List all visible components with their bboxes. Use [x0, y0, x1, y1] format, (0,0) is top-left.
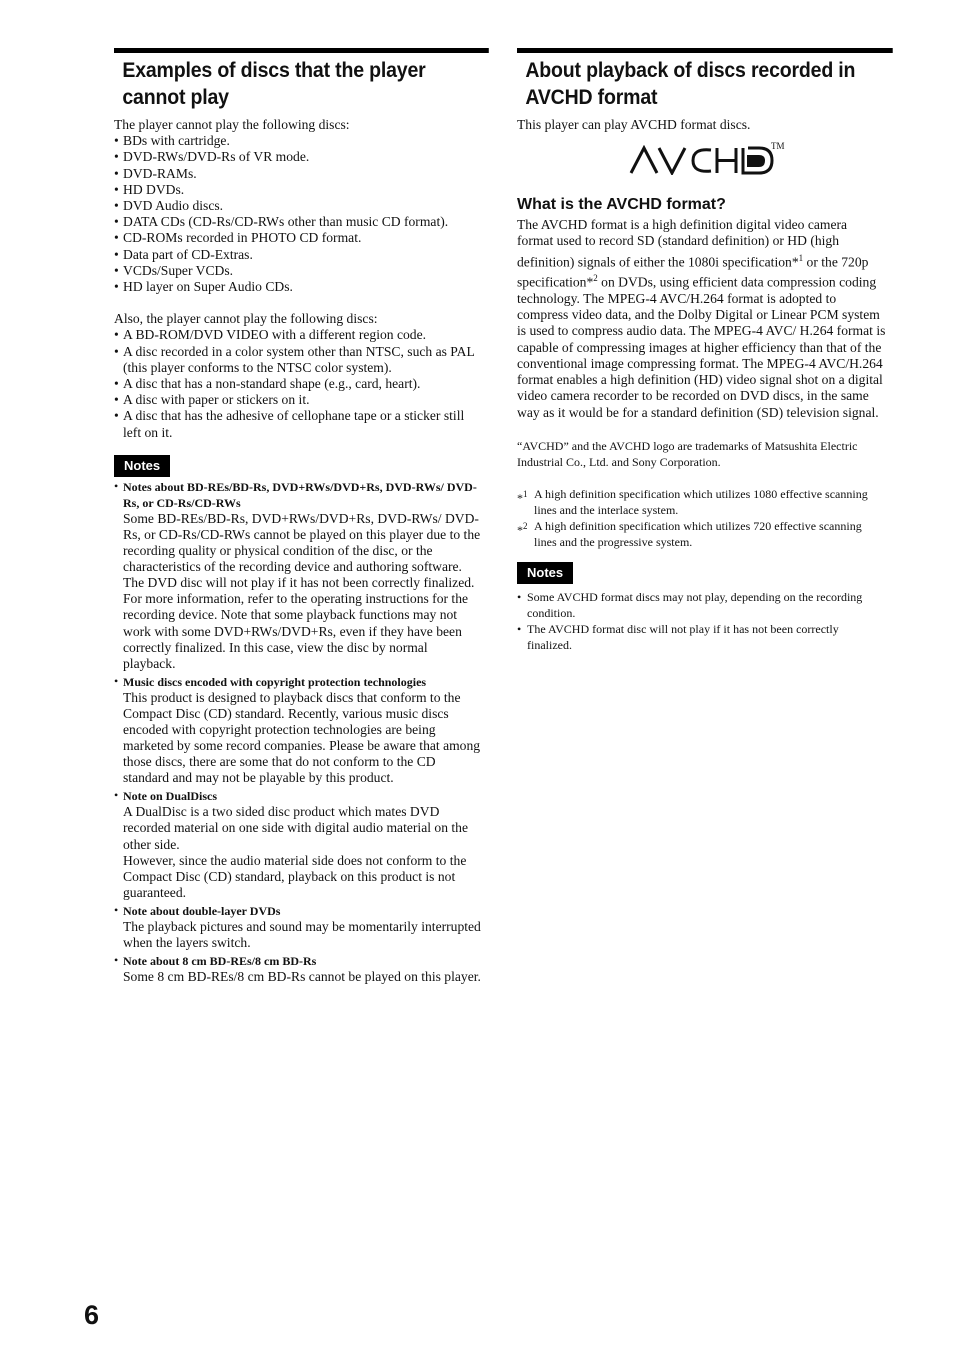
- note-title: • Note on DualDiscs: [123, 789, 218, 804]
- left-column: [114, 48, 482, 985]
- section-heading-avchd: About playback of discs recorded in AVCHD format: [517, 48, 893, 111]
- list-item: • DVD-RWs/DVD-Rs of VR mode.: [114, 149, 482, 165]
- note-text: The DVD disc will not play if it has not been correctly finalized. For more information, refer to the operating instructions for the recording device. Note that some playback functions may not work with some DVD+RWs/DVD+Rs, even if they have been correctly finalized. In this case, view the disc by normal playback.: [123, 575, 475, 671]
- trademark-notice: “AVCHD” and the AVCHD logo are trademarks of Matsushita Electric Industrial Co., Ltd. and Sony Corporation.: [517, 438, 858, 469]
- list-item: • A disc with paper or stickers on it.: [114, 392, 482, 408]
- note-item: [114, 479, 482, 672]
- footnote-ref: 1: [798, 252, 804, 263]
- unplayable-disc-list: [114, 133, 482, 295]
- list-item: • A disc that has a non-standard shape (e.g., card, heart).: [114, 376, 482, 392]
- note-title: • Note about 8 cm BD-REs/8 cm BD-Rs: [123, 954, 317, 969]
- avchd-logo: [517, 139, 886, 185]
- avchd-notes: [517, 589, 886, 653]
- list-item: • DATA CDs (CD-Rs/CD-RWs other than music CD format).: [114, 214, 482, 230]
- subheading-what-is-avchd: What is the AVCHD format?: [517, 196, 726, 214]
- note-item: [114, 953, 482, 985]
- list-item: • DVD-RAMs.: [114, 166, 482, 182]
- list-item: • BDs with cartridge.: [114, 133, 482, 149]
- list-item: • CD-ROMs recorded in PHOTO CD format.: [114, 230, 482, 246]
- note-title: • Notes about BD-REs/BD-Rs, DVD+RWs/DVD+Rs, DVD-RWs/ DVD-Rs, or CD-Rs/CD-RWs: [123, 479, 477, 510]
- list-item: • A disc that has the adhesive of cellophane tape or a sticker still left on it.: [114, 408, 482, 440]
- notes-label: Notes: [114, 455, 170, 477]
- footnote-text: A high definition specification which utilizes 1080 effective scanning lines and the interlace system.: [534, 486, 868, 517]
- avchd-logo-icon: [629, 145, 775, 175]
- page-number: 6: [84, 1300, 100, 1330]
- section-heading-unplayable-discs: Examples of discs that the player cannot play: [114, 48, 489, 111]
- list-item: • VCDs/Super VCDs.: [114, 263, 482, 279]
- description-part: or the 720p specification*: [517, 254, 869, 290]
- avchd-intro: This player can play AVCHD format discs.: [517, 117, 751, 132]
- note-text: However, since the audio material side does not conform to the Compact Disc (CD) standard, playback on this product is not guaranteed.: [123, 852, 467, 900]
- trademark-symbol: TM: [771, 141, 785, 152]
- note-title: • Note about double-layer DVDs: [123, 903, 281, 918]
- note-item: • Some AVCHD format discs may not play, depending on the recording condition.: [517, 589, 886, 621]
- note-text: Some BD-REs/BD-Rs, DVD+RWs/DVD+Rs, DVD-RWs/ DVD-Rs, or CD-Rs/CD-RWs cannot be played on this player due to the recording quality or physical condition of the disc, or the characteristics of the recording device and authoring software.: [123, 510, 481, 575]
- footnote-text: A high definition specification which utilizes 720 effective scanning lines and the progressive system.: [534, 518, 862, 549]
- right-column: [517, 48, 886, 653]
- intro-text: The player cannot play the following discs:: [114, 117, 350, 132]
- intro-text-2: Also, the player cannot play the following discs:: [114, 311, 378, 327]
- note-title: • Music discs encoded with copyright protection technologies: [123, 674, 427, 689]
- note-text: The playback pictures and sound may be momentarily interrupted when the layers switch.: [123, 918, 481, 951]
- notes-label: Notes: [517, 562, 573, 584]
- list-item: • A BD-ROM/DVD VIDEO with a different region code.: [114, 327, 482, 343]
- notes-list: [114, 479, 482, 985]
- note-item: [114, 903, 482, 951]
- note-text: This product is designed to playback discs that conform to the Compact Disc (CD) standard. Recently, various music discs encoded with copyright protection technologies are being marketed by some record companies. Please be aware that among those discs, there are some that do not conform to the CD standard and may not be playable by this product.: [123, 689, 481, 786]
- list-item: • HD DVDs.: [114, 182, 482, 198]
- avchd-description: [517, 217, 886, 421]
- note-text: Some 8 cm BD-REs/8 cm BD-Rs cannot be played on this player.: [123, 969, 481, 985]
- note-item: • The AVCHD format disc will not play if it has not been correctly finalized.: [517, 621, 886, 653]
- footnote: *$^1$ A high definition specification which utilizes 1080 effective scanning lines and the interlace system.: [517, 486, 868, 517]
- list-item: • DVD Audio discs.: [114, 198, 482, 214]
- footnotes: [517, 486, 886, 550]
- list-item: • HD layer on Super Audio CDs.: [114, 279, 482, 295]
- footnote-ref: 2: [593, 273, 598, 284]
- list-item: • Data part of CD-Extras.: [114, 247, 482, 263]
- description-part: on DVDs, using efficient data compression coding technology. The MPEG-4 AVC/H.264 format is adopted to compress video data, and the Dolby Digital or Linear PCM system is used to compress audio data. The MPEG-4 AVC/ H.264 format is capable of compressing images at higher efficiency than that of the conventional image compressing format. The MPEG-4 AVC/H.264 format enables a high definition (HD) video signal shot on a digital video camera recorder to be recorded on DVD discs, in the same way as it would be for a standard definition (SD) television signal.: [517, 274, 886, 420]
- list-item: • A disc recorded in a color system other than NTSC, such as PAL (this player conforms to the NTSC color system).: [114, 344, 482, 376]
- description-part: The AVCHD format is a high definition digital video camera format used to record SD (standard definition) or HD (high definition) signals of either the 1080i specification*: [517, 217, 848, 270]
- note-item: [114, 674, 482, 787]
- note-item: [114, 788, 482, 901]
- footnote: *$^2$ A high definition specification which utilizes 720 effective scanning lines and the progressive system.: [517, 518, 862, 549]
- unplayable-disc-list-2: [114, 327, 482, 440]
- note-text: A DualDisc is a two sided disc product which mates DVD recorded material on one side with digital audio material on the other side.: [123, 804, 469, 852]
